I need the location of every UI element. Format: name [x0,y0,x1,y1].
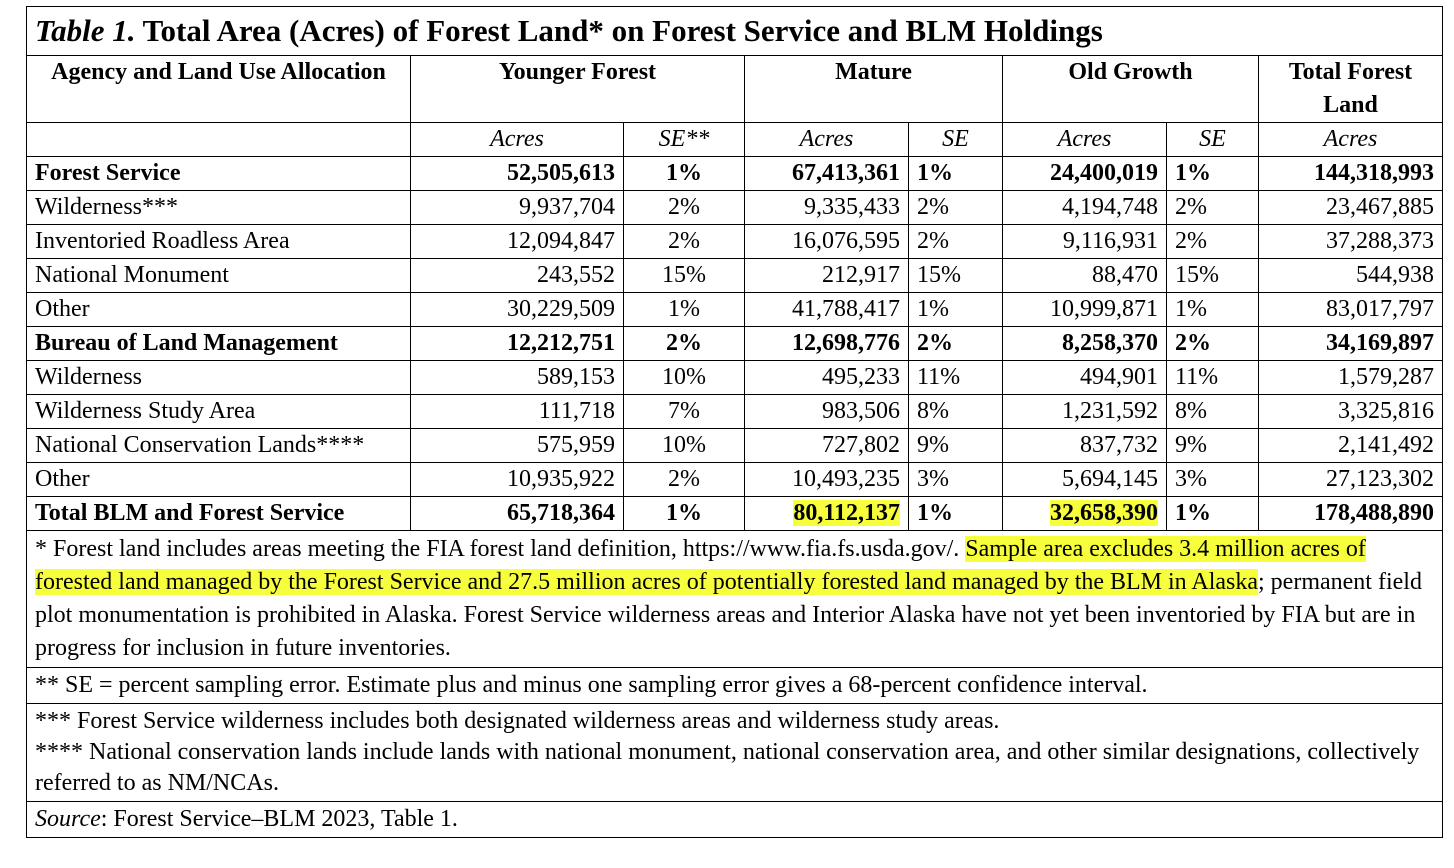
total-acres: 23,467,885 [1259,191,1443,225]
table-row [27,157,1443,191]
row-label: Other [27,463,411,497]
old-growth-se: 1% [1167,497,1259,531]
subheader-se: SE [909,123,1003,157]
footnote-conservation-lands: **** National conservation lands include lands with national monument, national conservation area, and other similar designations, collectively referred to as NM/NCAs. [35,739,1420,796]
mature-se: 9% [909,429,1003,463]
total-acres: 34,169,897 [1259,327,1443,361]
mature-se: 2% [909,191,1003,225]
row-label: Wilderness [27,361,411,395]
younger-se: 10% [624,429,745,463]
younger-acres: 111,718 [411,395,624,429]
subheader-se: SE [1167,123,1259,157]
mature-acres: 9,335,433 [745,191,909,225]
total-acres: 27,123,302 [1259,463,1443,497]
mature-se: 3% [909,463,1003,497]
subheader-acres: Acres [745,123,909,157]
mature-se: 11% [909,361,1003,395]
old-growth-acres: 1,231,592 [1003,395,1167,429]
subheader-acres: Acres [411,123,624,157]
old-growth-se: 1% [1167,293,1259,327]
highlighted-value: 32,658,390 [1050,500,1158,526]
old-growth-acres: 5,694,145 [1003,463,1167,497]
row-label: Forest Service [27,157,411,191]
younger-se: 2% [624,327,745,361]
subheader-acres: Acres [1259,123,1443,157]
table-row [27,497,1443,531]
old-growth-se: 2% [1167,191,1259,225]
table-row [27,361,1443,395]
row-label: Wilderness*** [27,191,411,225]
row-label: Total BLM and Forest Service [27,497,411,531]
total-acres: 37,288,373 [1259,225,1443,259]
younger-acres: 9,937,704 [411,191,624,225]
total-acres: 1,579,287 [1259,361,1443,395]
table-row [27,259,1443,293]
table-row [27,395,1443,429]
old-growth-acres [1003,497,1167,531]
table-title-label: Table 1. [35,13,136,48]
old-growth-se: 3% [1167,463,1259,497]
mature-acres: 983,506 [745,395,909,429]
subheader-blank [27,123,411,157]
header-old-growth: Old Growth [1003,56,1259,123]
younger-se: 10% [624,361,745,395]
old-growth-se: 2% [1167,327,1259,361]
younger-acres: 10,935,922 [411,463,624,497]
younger-se: 2% [624,191,745,225]
source-line [27,802,1443,838]
row-label: National Monument [27,259,411,293]
younger-acres: 12,212,751 [411,327,624,361]
old-growth-acres: 24,400,019 [1003,157,1167,191]
younger-se: 15% [624,259,745,293]
total-acres: 178,488,890 [1259,497,1443,531]
total-acres: 83,017,797 [1259,293,1443,327]
table-row [27,225,1443,259]
highlighted-value: 80,112,137 [793,500,900,526]
old-growth-acres: 88,470 [1003,259,1167,293]
total-acres: 544,938 [1259,259,1443,293]
old-growth-acres: 837,732 [1003,429,1167,463]
mature-se: 2% [909,327,1003,361]
mature-se: 1% [909,157,1003,191]
mature-acres: 41,788,417 [745,293,909,327]
mature-acres: 495,233 [745,361,909,395]
table-body [27,157,1443,531]
row-label: National Conservation Lands**** [27,429,411,463]
mature-acres [745,497,909,531]
younger-se: 1% [624,157,745,191]
total-acres: 144,318,993 [1259,157,1443,191]
forest-area-table [26,6,1443,838]
old-growth-se: 2% [1167,225,1259,259]
younger-se: 2% [624,463,745,497]
old-growth-acres: 494,901 [1003,361,1167,395]
old-growth-acres: 9,116,931 [1003,225,1167,259]
mature-se: 1% [909,497,1003,531]
footnote-forest-land-text: * Forest land includes areas meeting the FIA forest land definition, https://www.fia.fs.usda.gov/. [35,536,966,562]
younger-se: 1% [624,497,745,531]
row-label: Bureau of Land Management [27,327,411,361]
footnote-wilderness-notes [27,704,1443,802]
younger-se: 7% [624,395,745,429]
old-growth-acres: 4,194,748 [1003,191,1167,225]
younger-acres: 30,229,509 [411,293,624,327]
header-mature: Mature [745,56,1003,123]
old-growth-se: 1% [1167,157,1259,191]
source-label: Source [35,806,101,832]
subheader-row [27,123,1443,157]
header-total-forest-land: Total Forest Land [1259,56,1443,123]
old-growth-se: 11% [1167,361,1259,395]
mature-acres: 10,493,235 [745,463,909,497]
old-growth-se: 9% [1167,429,1259,463]
younger-se: 1% [624,293,745,327]
mature-acres: 212,917 [745,259,909,293]
mature-acres: 12,698,776 [745,327,909,361]
mature-se: 1% [909,293,1003,327]
younger-acres: 12,094,847 [411,225,624,259]
highlighted-alaska-exclusion: Sample area excludes 3.4 million acres of forested land managed by the Forest Service and 27.5 million acres of potentially forested land managed by the BLM in Alaska [35,536,1366,595]
table-row [27,429,1443,463]
younger-se: 2% [624,225,745,259]
row-label: Wilderness Study Area [27,395,411,429]
row-label: Other [27,293,411,327]
younger-acres: 589,153 [411,361,624,395]
old-growth-acres: 8,258,370 [1003,327,1167,361]
table-row [27,191,1443,225]
footnote-forest-land [27,531,1443,668]
younger-acres: 65,718,364 [411,497,624,531]
header-younger-forest: Younger Forest [411,56,745,123]
mature-acres: 67,413,361 [745,157,909,191]
table-row [27,463,1443,497]
mature-se: 8% [909,395,1003,429]
row-label: Inventoried Roadless Area [27,225,411,259]
table-row [27,327,1443,361]
younger-acres: 52,505,613 [411,157,624,191]
source-text: : Forest Service–BLM 2023, Table 1. [100,806,458,832]
mature-acres: 727,802 [745,429,909,463]
footnote-sampling-error: ** SE = percent sampling error. Estimate plus and minus one sampling error gives a 68-percent confidence interval. [27,668,1443,704]
footnote-forest-land-text-cont: ; permanent field plot monumentation is prohibited in Alaska. Forest Service wilderness areas and Interior Alaska have not yet been inventoried by FIA but are in progress for inclusion in future inventories. [35,569,1422,661]
younger-acres: 575,959 [411,429,624,463]
total-acres: 2,141,492 [1259,429,1443,463]
mature-se: 15% [909,259,1003,293]
subheader-acres: Acres [1003,123,1167,157]
old-growth-se: 8% [1167,395,1259,429]
mature-se: 2% [909,225,1003,259]
footnote-fs-wilderness: *** Forest Service wilderness includes both designated wilderness areas and wilderness study areas. [35,708,1000,734]
table-row [27,293,1443,327]
table-title [27,7,1443,56]
header-agency: Agency and Land Use Allocation [27,56,411,123]
mature-acres: 16,076,595 [745,225,909,259]
younger-acres: 243,552 [411,259,624,293]
subheader-se: SE** [624,123,745,157]
old-growth-acres: 10,999,871 [1003,293,1167,327]
old-growth-se: 15% [1167,259,1259,293]
total-acres: 3,325,816 [1259,395,1443,429]
table-title-text: Total Area (Acres) of Forest Land* on Forest Service and BLM Holdings [135,13,1103,48]
